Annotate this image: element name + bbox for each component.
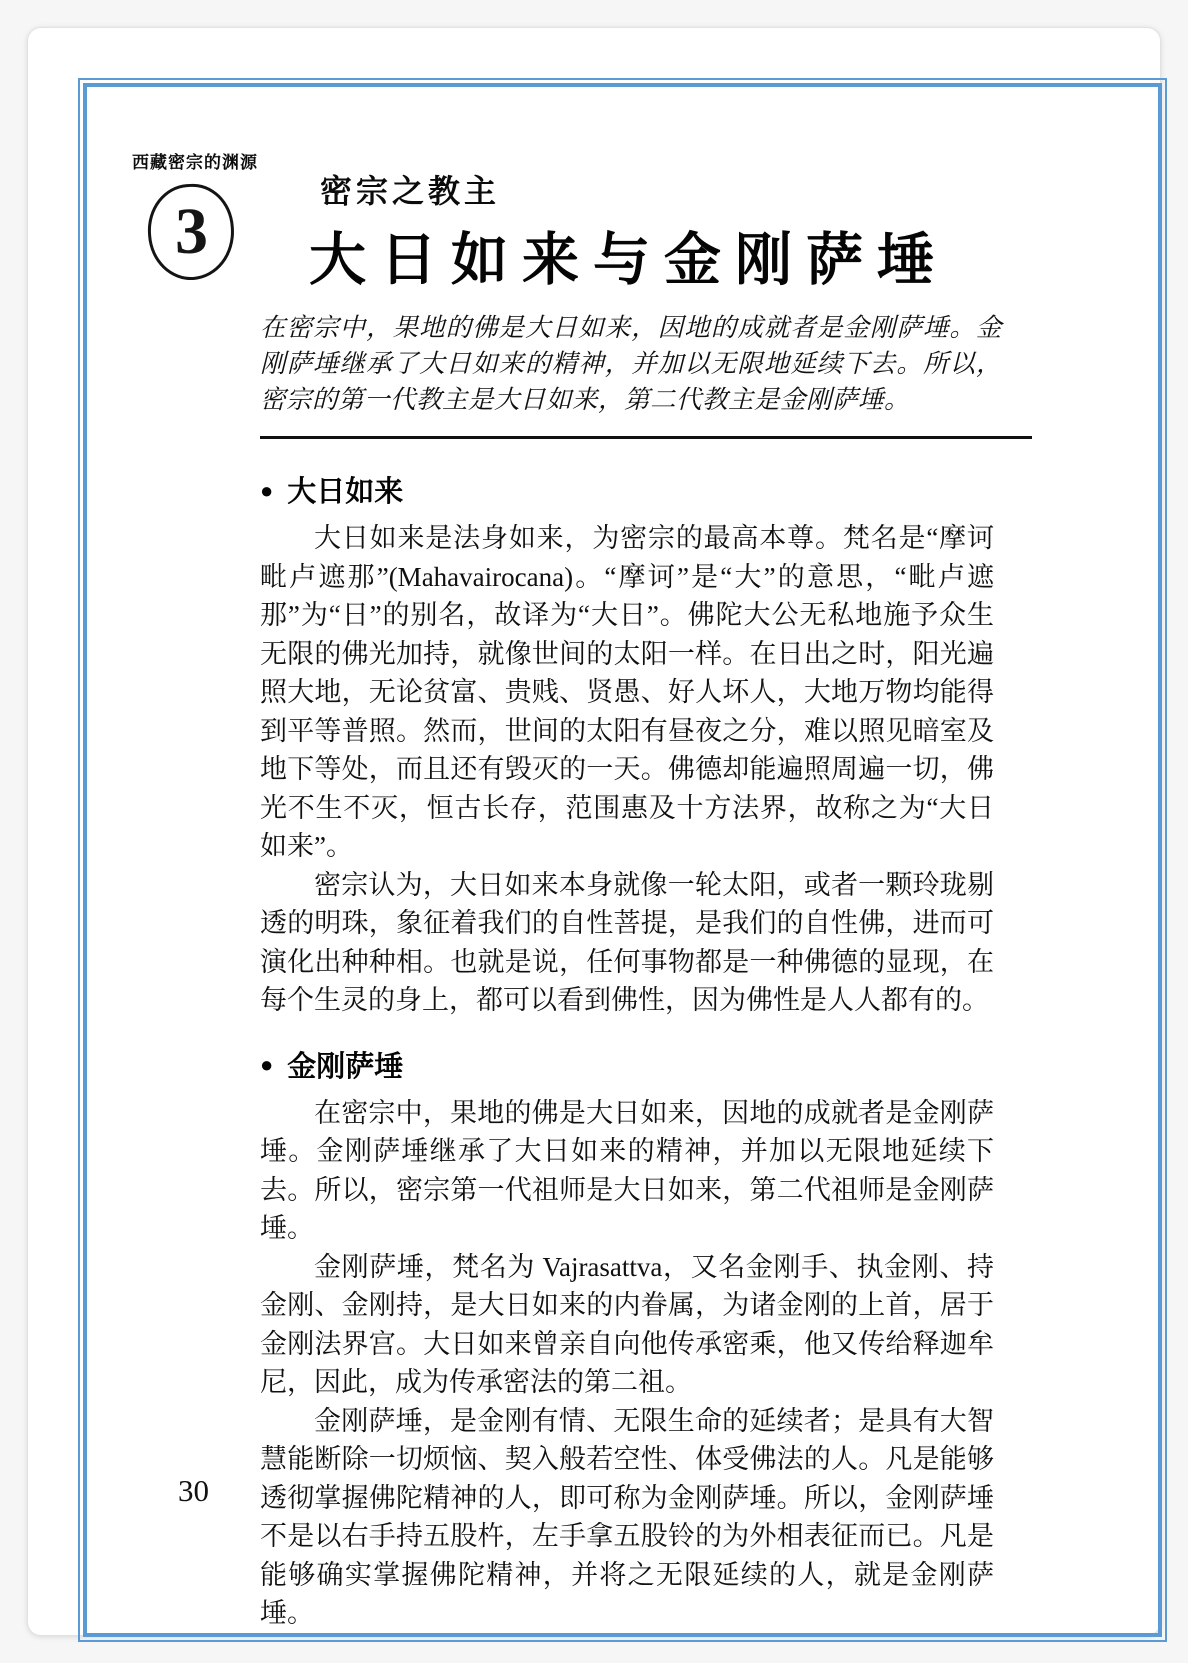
chapter-number: 3 bbox=[174, 195, 208, 268]
intro-paragraph: 在密宗中，果地的佛是大日如来，因地的成就者是金刚萨埵。金刚萨埵继承了大日如来的精神，并加以无限地延续下去。所以，密宗的第一代教主是大日如来，第二代教主是金刚萨埵。 bbox=[260, 313, 1002, 414]
body-paragraph: 大日如来是法身如来，为密宗的最高本尊。梵名是“摩诃毗卢遮那”(Mahavairocana)。“摩诃”是“大”的意思，“毗卢遮那”为“日”的别名，故译为“大日”。佛陀大公无私地施予众生无限的佛光加持，就像世间的太阳一样。在日出之时，阳光遍照大地，无论贫富、贵贱、贤愚、好人坏人，大地万物均能得到平等普照。然而，世间的太阳有昼夜之分，难以照见暗室及地下等处，而且还有毁灭的一天。佛德却能遍照周遍一切，佛光不生不灭，恒古长存，范围惠及十方法界，故称之为“大日如来”。 bbox=[260, 523, 994, 861]
main-text-column bbox=[260, 469, 994, 1633]
section-heading-label: 金刚萨埵 bbox=[287, 1050, 404, 1083]
section-heading-label: 大日如来 bbox=[287, 476, 404, 508]
section-jingang-saduo bbox=[260, 1044, 994, 1633]
bullet-icon: ● bbox=[260, 477, 274, 503]
body-paragraph: 密宗认为，大日如来本身就像一轮太阳，或者一颗玲珑剔透的明珠，象征着我们的自性菩提，是我们的自性佛，进而可演化出种种相。也就是说，任何事物都是一种佛德的显现，在每个生灵的身上，都可以看到佛性，因为佛性是人人都有的。 bbox=[260, 869, 994, 1015]
section-heading bbox=[260, 1044, 994, 1085]
body-paragraph: 金刚萨埵，梵名为 Vajrasattva，又名金刚手、执金刚、持金刚、金刚持，是大日如来的内眷属，为诸金刚的上首，居于金刚法界宫。大日如来曾亲自向他传承密乘，他又传给释迦牟尼，因此，成为传承密法的第二祖。 bbox=[260, 1251, 994, 1397]
series-corner-label: 西藏密宗的渊源 bbox=[132, 153, 258, 172]
section-dari-rulai bbox=[260, 469, 994, 1020]
section-heading bbox=[260, 469, 994, 510]
book-page bbox=[27, 27, 1161, 1636]
page-title: 大日如来与金刚萨埵 bbox=[309, 228, 948, 292]
intro-divider-rule bbox=[260, 436, 1032, 439]
body-paragraph: 金刚萨埵，是金刚有情、无限生命的延续者；是具有大智慧能断除一切烦恼、契入般若空性、体受佛法的人。凡是能够透彻掌握佛陀精神的人，即可称为金刚萨埵。所以，金刚萨埵不是以右手持五股杵，左手拿五股铃的为外相表征而已。凡是能够确实掌握佛陀精神，并将之无限延续的人，就是金刚萨埵。 bbox=[260, 1405, 994, 1628]
chapter-kicker: 密宗之教主 bbox=[320, 173, 501, 209]
body-paragraph: 在密宗中，果地的佛是大日如来，因地的成就者是金刚萨埵。金刚萨埵继承了大日如来的精神，并加以无限地延续下去。所以，密宗第一代祖师是大日如来，第二代祖师是金刚萨埵。 bbox=[260, 1097, 994, 1243]
page-number: 30 bbox=[178, 1473, 209, 1508]
bullet-icon: ● bbox=[260, 1052, 274, 1077]
